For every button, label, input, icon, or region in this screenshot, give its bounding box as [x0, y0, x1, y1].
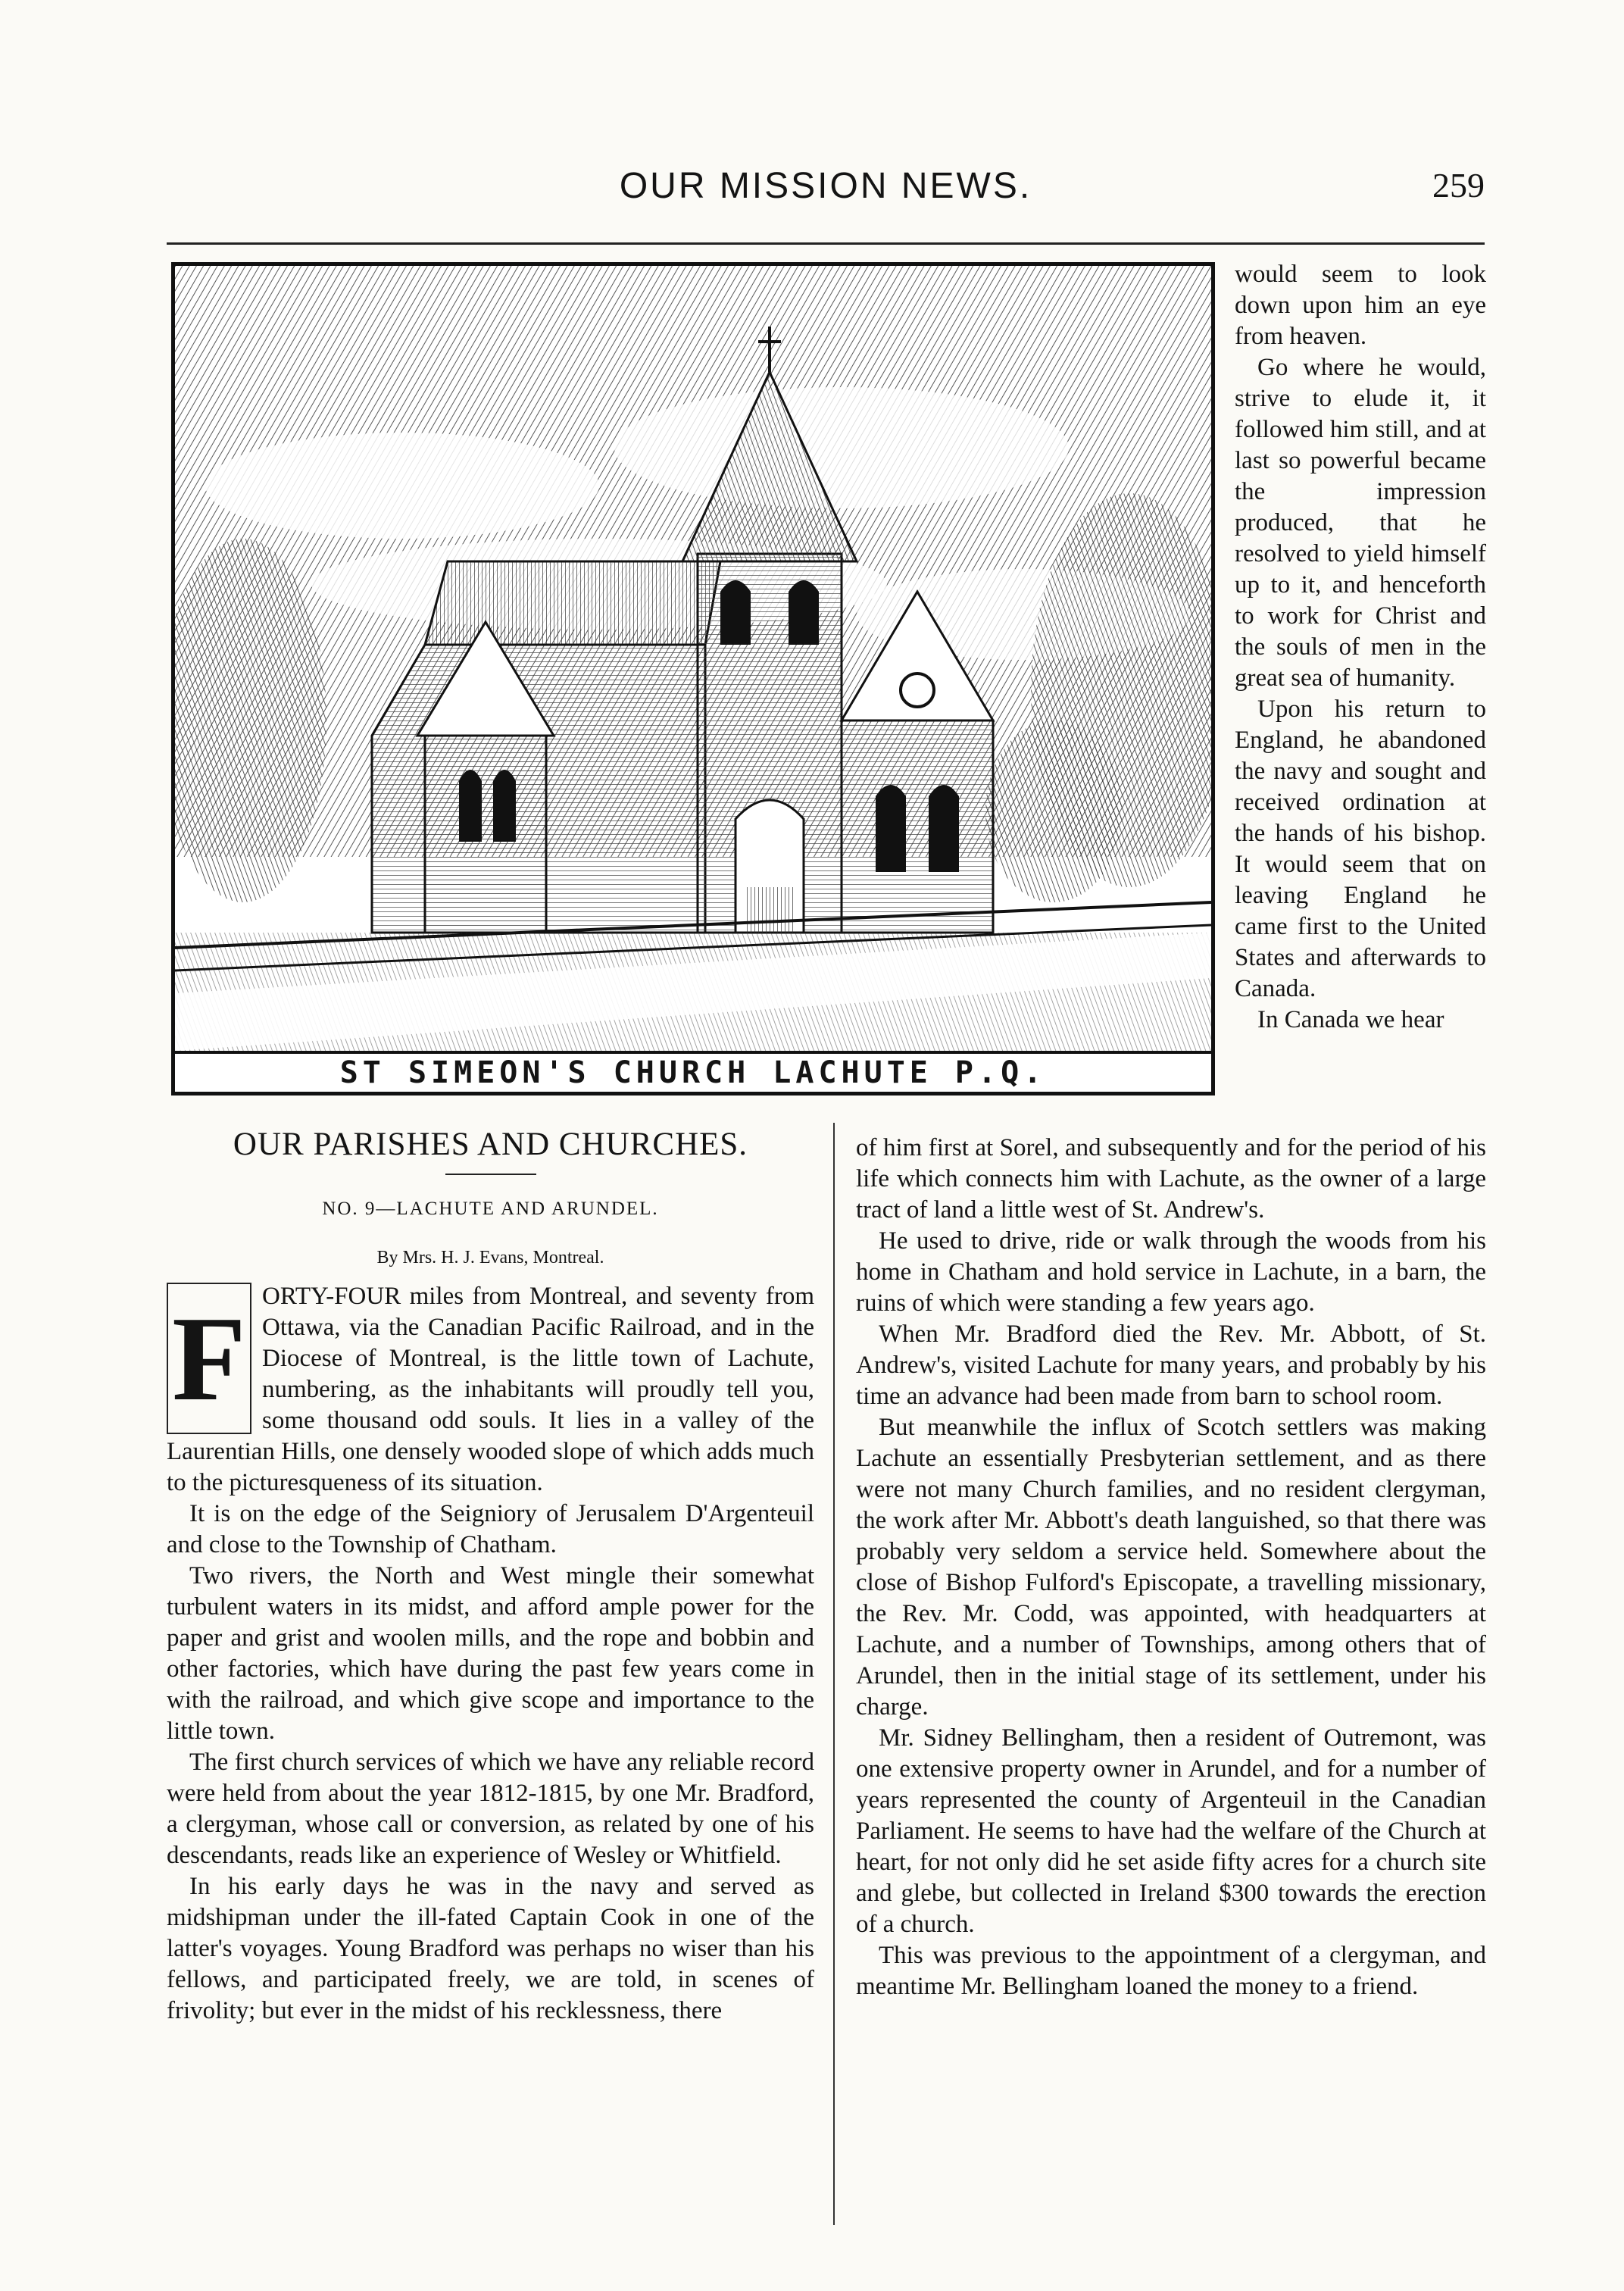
side-paragraph: would seem to look down upon him an eye from heaven. — [1235, 261, 1486, 350]
church-engraving — [175, 266, 1211, 1051]
running-header — [167, 165, 1485, 218]
article-paragraph: When Mr. Bradford died the Rev. Mr. Abbott, of St. Andrew's, visited Lachute for many years, and probably by his time an advance had been made from barn to school room. — [856, 1321, 1486, 1410]
opening-paragraph: ORTY-FOUR miles from Montreal, and seventy from Ottawa, via the Canadian Pacific Railroad, and in the Diocese of Montreal, is the little town of Lachute, numbering, as the inhabitants will proudly tell you, some thousand odd souls. It lies in a valley of the Laurentian Hills, one densely wooded slope of which adds much to the picturesqueness of its situation. — [167, 1283, 814, 1496]
continuation-paragraph: of him first at Sorel, and subsequently and for the period of his life which connects him with Lachute, as the owner of a large tract of land a little west of St. Andrew's. — [856, 1134, 1486, 1224]
side-paragraph: In Canada we hear — [1257, 1006, 1444, 1033]
article-paragraph: Two rivers, the North and West mingle their somewhat turbulent waters in its midst, and afford ample power for the paper and grist and woolen mills, and the rope and bobbin and other factories, which have during the past few years come in with the railroad, and which give scope and importance to the little town. — [167, 1562, 814, 1745]
page-number: 259 — [1432, 166, 1485, 205]
article-left-column — [167, 1129, 814, 2027]
publication-title: OUR MISSION NEWS. — [619, 166, 1032, 206]
illustration-caption-strip — [175, 1051, 1211, 1092]
article-paragraph: But meanwhile the influx of Scotch settlers was making Lachute an essentially Presbyterian settlement, and as there were not many Church families, and no resident clergyman, the work after Mr. Abbott's death languished, so that there was probably very seldom a service held. Somewhere about the close of Bishop Fulford's Episcopate, a travelling missionary, the Rev. Mr. Codd, was appointed, with headquarters at Lachute, and a number of Townships, among others that of Arundel, then in the initial stage of its settlement, under his charge. — [856, 1414, 1486, 1721]
article-paragraph: This was previous to the appointment of a clergyman, and meantime Mr. Bellingham loaned the money to a friend. — [856, 1942, 1486, 2000]
header-rule — [167, 242, 1485, 245]
article-paragraph: Mr. Sidney Bellingham, then a resident of Outremont, was one extensive property owner in Arundel, and for a number of years represented the county of Argenteuil in the Canadian Parliament. He seems to have had the welfare of the Church at heart, for not only did he set aside fifty acres for a church site and glebe, but collected in Ireland $300 towards the erection of a church. — [856, 1724, 1486, 1938]
dropcap-letter: F — [172, 1291, 246, 1426]
article-paragraph: He used to drive, ride or walk through the woods from his home in Chatham and hold service in Lachute, in a barn, the ruins of which were standing a few years ago. — [856, 1227, 1486, 1317]
side-column — [1235, 259, 1486, 1036]
illustration-caption: ST SIMEON'S CHURCH LACHUTE P.Q. — [339, 1055, 1047, 1090]
opening-paragraph-block — [167, 1281, 814, 1499]
side-paragraph: Go where he would, strive to elude it, it followed him still, and at last so powerful became the impression produced, that he resolved to yield himself up to it, and henceforth to work for Christ and the souls of men in the great sea of humanity. — [1235, 354, 1486, 692]
article-right-column — [856, 1133, 1486, 2002]
article-paragraph: The first church services of which we have any reliable record were held from about the year 1812-1815, by one Mr. Bradford, a clergyman, whose call or conversion, as related by one of his descendants, reads like an experience of Wesley or Whitfield. — [167, 1749, 814, 1869]
article-heading: OUR PARISHES AND CHURCHES. — [233, 1127, 748, 1162]
heading-rule — [445, 1174, 536, 1175]
article-paragraph: In his early days he was in the navy and served as midshipman under the ill-fated Captain Cook in one of the latter's voyages. Young Bradford was perhaps no wiser than his fellows, and participated freely, we are told, in scenes of frivolity; but ever in the midst of his recklessness, there — [167, 1873, 814, 2024]
article-subheading: NO. 9—LACHUTE AND ARUNDEL. — [322, 1199, 659, 1219]
dropcap — [167, 1283, 251, 1434]
column-divider — [833, 1123, 835, 2225]
article-byline: By Mrs. H. J. Evans, Montreal. — [376, 1248, 604, 1267]
church-illustration — [171, 262, 1215, 1095]
side-paragraph: Upon his return to England, he abandoned the navy and sought and received ordination at the hands of his bishop. It would seem that on leaving England he came first to the United States and afterwards to Canada. — [1235, 695, 1486, 1002]
article-paragraph: It is on the edge of the Seigniory of Jerusalem D'Argenteuil and close to the Township of Chatham. — [167, 1500, 814, 1558]
